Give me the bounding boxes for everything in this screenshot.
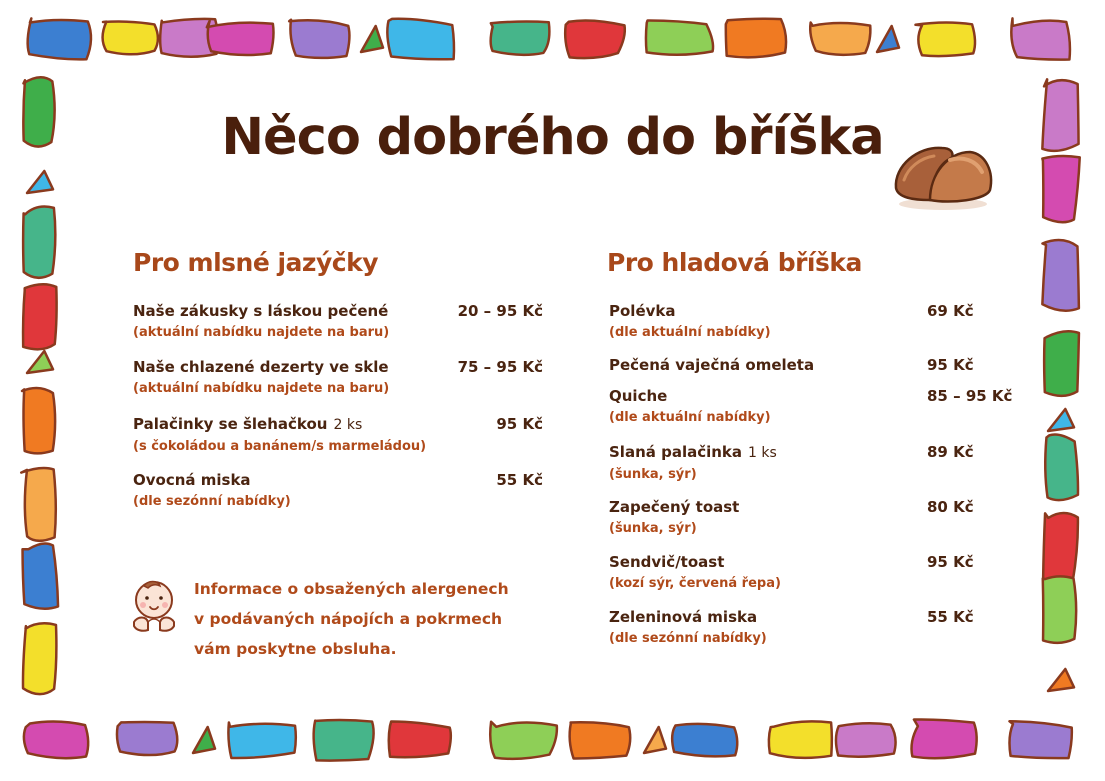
border-block: [23, 623, 56, 694]
item-name: Pečená vaječná omeleta: [609, 356, 815, 374]
item-price: 95 Kč: [927, 356, 974, 374]
menu-item-soup: [609, 301, 1004, 343]
item-price: 95 Kč: [496, 415, 543, 433]
item-name: Naše chlazené dezerty ve skle: [133, 358, 389, 376]
item-note: (aktuální nabídku najdete na baru): [133, 325, 390, 340]
item-price: 75 – 95 Kč: [457, 358, 543, 376]
menu-item-pancakes: [133, 414, 543, 457]
border-block: [1048, 409, 1074, 431]
item-note: (šunka, sýr): [609, 467, 697, 482]
border-block: [389, 721, 451, 757]
border-block: [915, 22, 975, 56]
border-block: [27, 351, 53, 373]
item-name: Sendvič/toast: [609, 553, 725, 571]
border-block: [193, 727, 215, 753]
border-block: [490, 722, 557, 759]
border-block: [387, 19, 454, 60]
item-name: Slaná palačinka: [609, 443, 743, 461]
chestnut-pastry-icon: [890, 138, 996, 212]
item-name: Naše zákusky s láskou pečené: [133, 302, 389, 320]
menu-item-sandwich: [609, 552, 1004, 594]
item-price: 85 – 95 Kč: [927, 387, 1013, 405]
item-price: 89 Kč: [927, 443, 974, 461]
item-note: (s čokoládou a banánem/s marmeládou): [133, 439, 427, 454]
item-price: 55 Kč: [496, 471, 543, 489]
border-block: [769, 721, 832, 758]
border-block: [1009, 721, 1071, 758]
menu-item-savory-pancake: [609, 442, 1004, 485]
item-price: 95 Kč: [927, 553, 974, 571]
item-price: 55 Kč: [927, 608, 974, 626]
border-block: [103, 22, 158, 55]
border-block: [160, 19, 218, 57]
border-block: [361, 26, 383, 52]
baby-face-icon: [130, 578, 178, 634]
menu-item-omelette: [609, 355, 1004, 375]
border-block: [117, 722, 177, 755]
border-block: [23, 543, 59, 608]
border-block: [877, 26, 899, 52]
item-name: Ovocná miska: [133, 471, 251, 489]
item-price: 69 Kč: [927, 302, 974, 320]
border-block: [23, 284, 57, 349]
allergen-line: v podávaných nápojích a pokrmech: [194, 610, 503, 628]
item-name: Quiche: [609, 387, 668, 405]
border-block: [1044, 331, 1079, 396]
item-name: Palačinky se šlehačkou: [133, 415, 328, 433]
border-block: [836, 723, 896, 756]
item-note: (dle aktuální nabídky): [609, 325, 771, 340]
page-title: Něco dobrého do bříška: [221, 108, 884, 167]
item-note: (kozí sýr, červená řepa): [609, 576, 781, 591]
item-name: Zapečený toast: [609, 498, 740, 516]
border-block: [646, 21, 713, 55]
border-block: [207, 21, 274, 55]
border-block: [28, 18, 91, 59]
menu-item-fruit-bowl: [133, 470, 543, 512]
allergen-info: [194, 574, 534, 664]
border-block: [644, 727, 666, 753]
border-block: [672, 724, 737, 757]
border-block: [22, 388, 55, 453]
border-block: [1043, 513, 1078, 584]
item-price: 80 Kč: [927, 498, 974, 516]
border-block: [1042, 240, 1079, 311]
menu-item-cakes: [133, 301, 543, 343]
border-block: [27, 171, 53, 193]
border-block: [912, 719, 977, 758]
item-name: Polévka: [609, 302, 676, 320]
item-note: (dle aktuální nabídky): [609, 410, 771, 425]
item-note: (dle sezónní nabídky): [609, 631, 767, 646]
item-name: Zeleninová miska: [609, 608, 758, 626]
border-block: [24, 722, 88, 759]
border-block: [570, 722, 631, 758]
border-block: [1045, 434, 1078, 500]
border-block: [289, 20, 349, 58]
menu-item-quiche: [609, 386, 1013, 428]
border-block: [228, 722, 295, 758]
border-block: [23, 207, 55, 278]
menu-item-baked-toast: [609, 497, 1004, 539]
border-block: [1043, 576, 1076, 642]
menu-item-vegetable-bowl: [609, 607, 1004, 649]
border-block: [1048, 669, 1074, 691]
border-block: [565, 20, 625, 58]
item-note: (šunka, sýr): [609, 521, 697, 536]
item-price: 20 – 95 Kč: [457, 302, 543, 320]
allergen-line: vám poskytne obsluha.: [194, 640, 397, 658]
menu-item-chilled-desserts: [133, 357, 543, 399]
border-block: [314, 720, 374, 761]
item-quantity: 2 ks: [333, 417, 363, 433]
item-note: (dle sezónní nabídky): [133, 494, 291, 509]
right-section-title: Pro hladová bříška: [607, 248, 862, 277]
allergen-line: Informace o obsažených alergenech: [194, 580, 509, 598]
border-block: [1011, 18, 1070, 59]
border-block: [491, 22, 550, 55]
border-block: [21, 468, 56, 541]
item-quantity: 1 ks: [748, 445, 777, 461]
border-block: [726, 19, 786, 58]
item-note: (aktuální nabídku najdete na baru): [133, 381, 390, 396]
border-block: [810, 23, 870, 55]
left-section-title: Pro mlsné jazýčky: [133, 248, 379, 277]
